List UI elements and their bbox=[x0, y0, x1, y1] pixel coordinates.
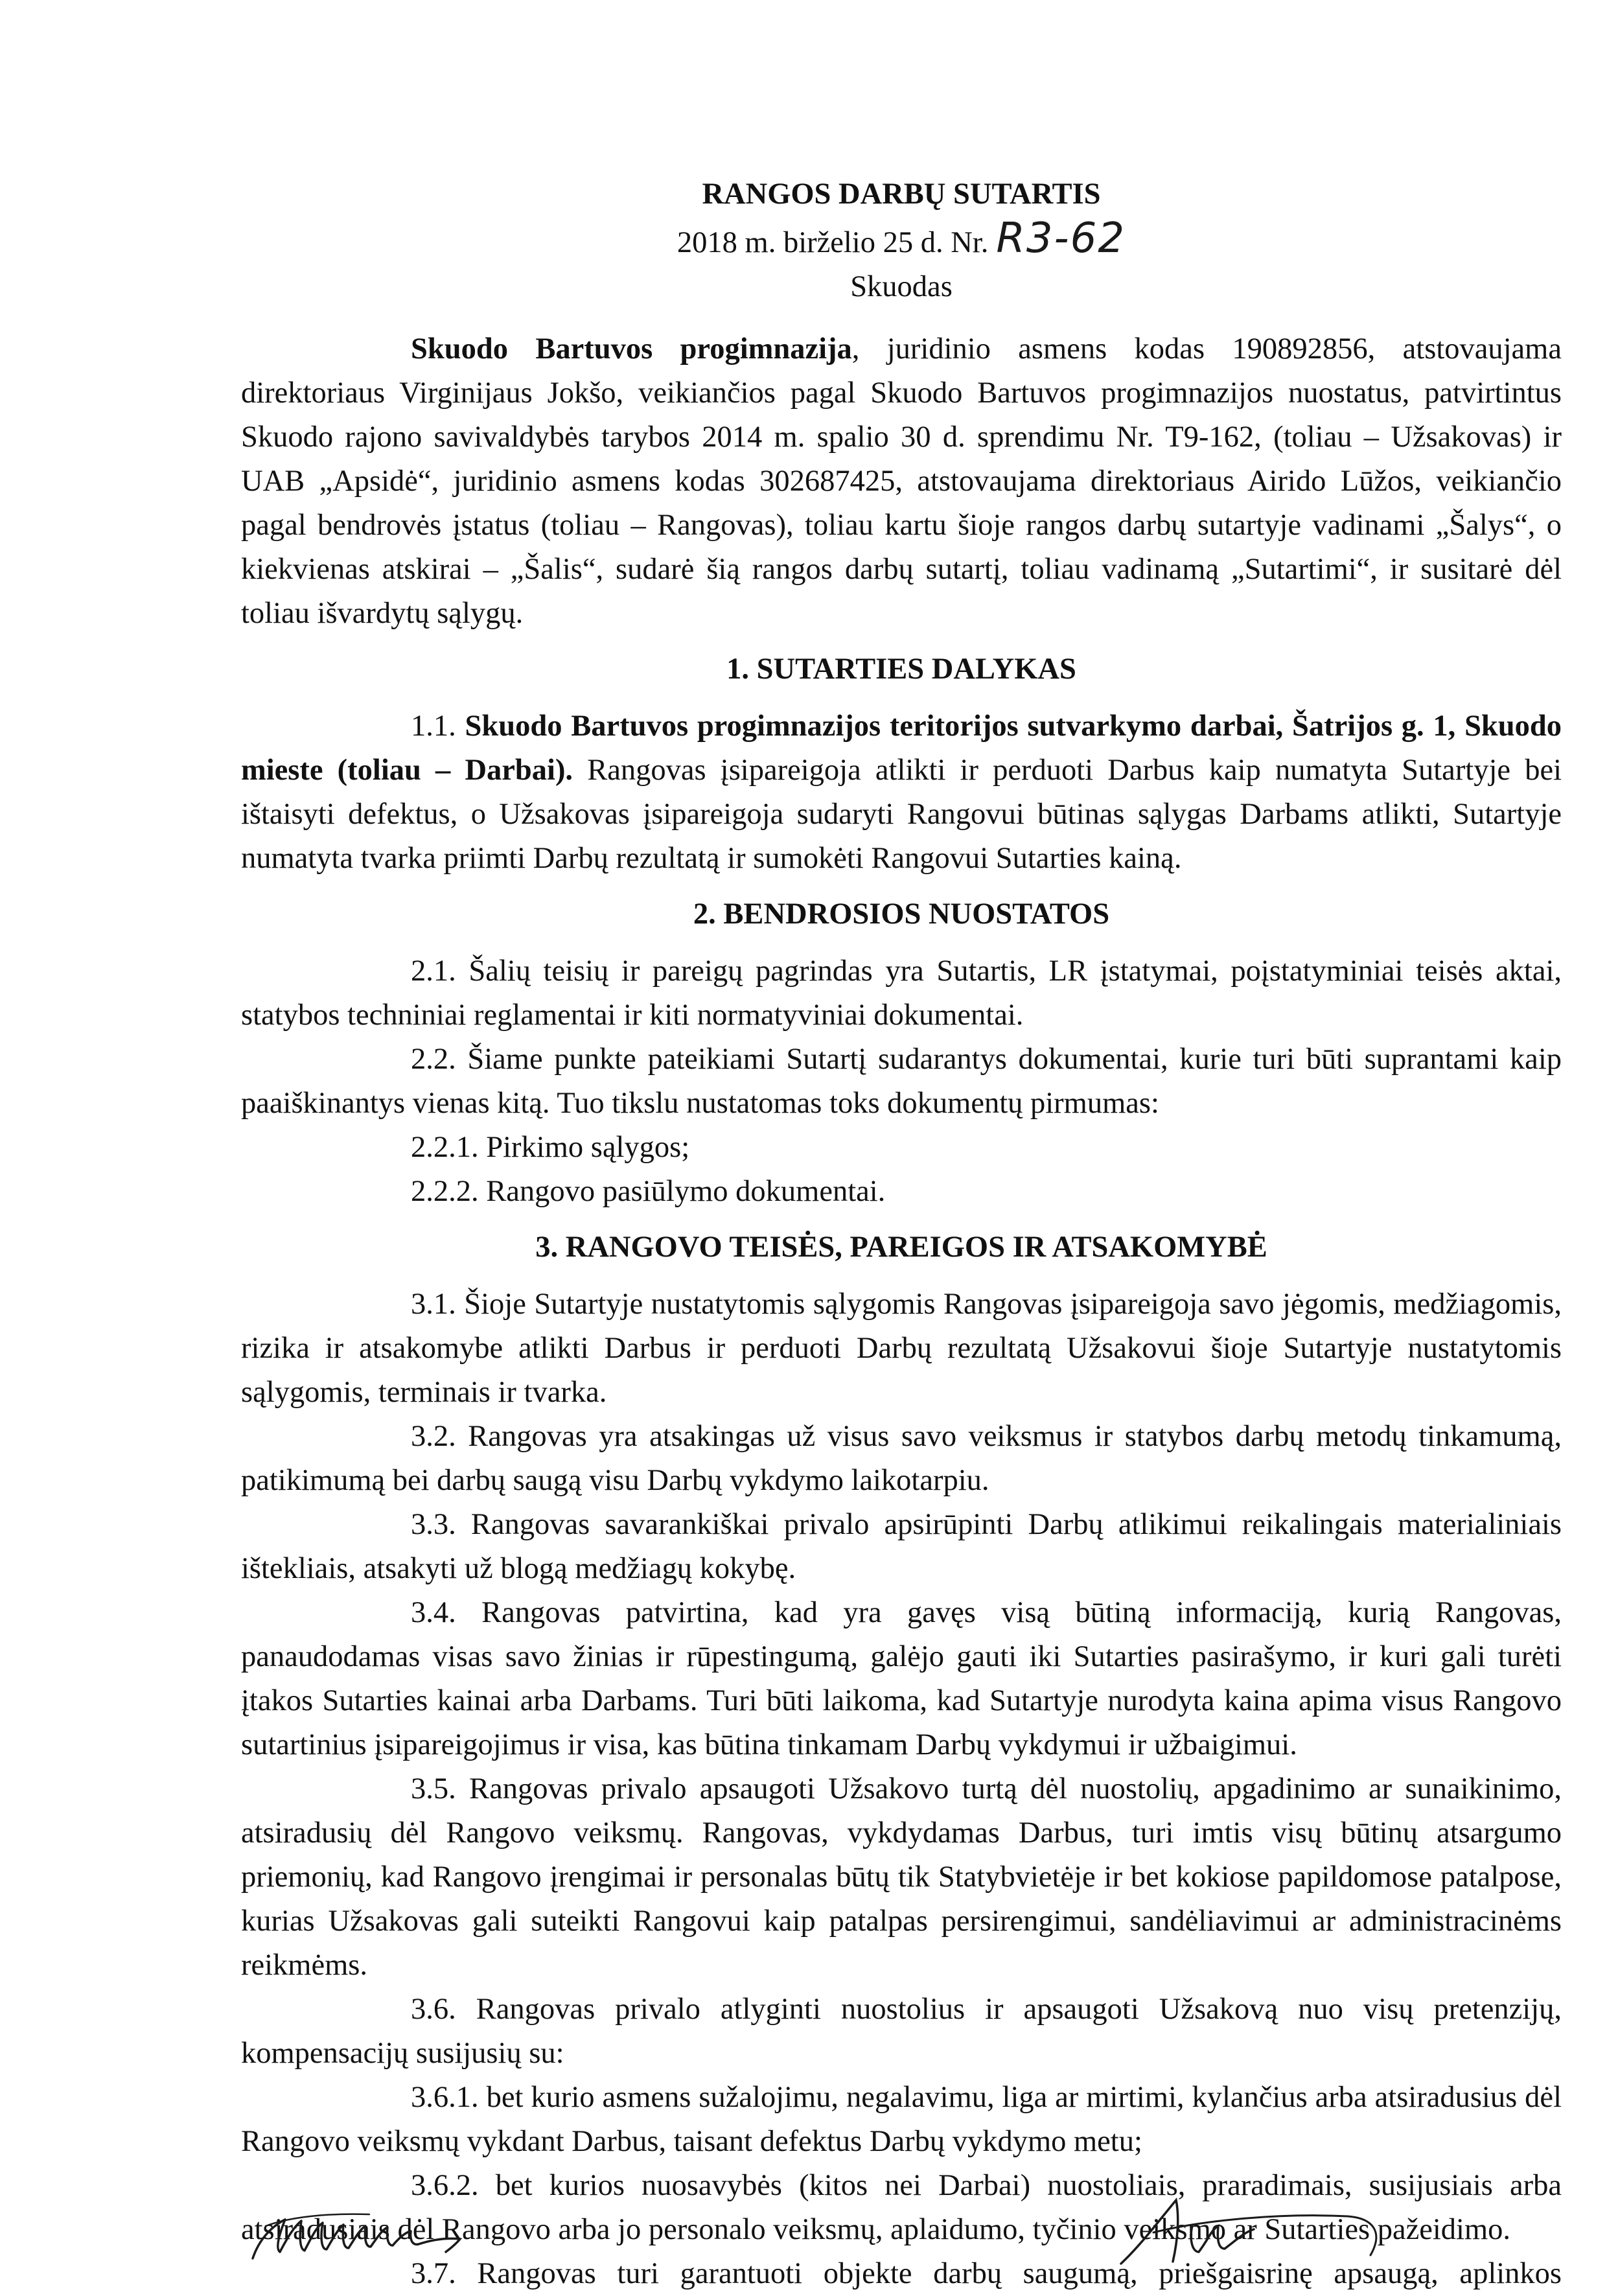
contractor-signature bbox=[1115, 2194, 1393, 2268]
clause-3-7: 3.7. Rangovas turi garantuoti objekte darbų saugumą, priešgaisrinę apsaugą, aplinkos bbox=[411, 2257, 1562, 2290]
document-body bbox=[241, 172, 1562, 2296]
section-3-heading: 3. RANGOVO TEISĖS, PAREIGOS IR ATSAKOMYBĖ bbox=[535, 1231, 1267, 1264]
clause-2-2-1: 2.2.1. Pirkimo sąlygos; bbox=[411, 1131, 690, 1164]
intro-paragraph bbox=[241, 327, 1562, 636]
clause-3-6-1: 3.6.1. bet kurio asmens sužalojimu, negalavimu, liga ar mirtimi, kylančius arba atsiradusius dėl Rangovo veiksmų vykdant Darbus, taisant defektus Darbų vykdymo metu; bbox=[241, 2081, 1562, 2158]
clause-3-2: 3.2. Rangovas yra atsakingas už visus savo veiksmus ir statybos darbų metodų tinkamumą, patikimumą bei darbų saugą visu Darbų vykdymo laikotarpiu. bbox=[241, 1420, 1562, 1497]
clause-3-1: 3.1. Šioje Sutartyje nustatytomis sąlygomis Rangovas įsipareigoja savo jėgomis, medžiagomis, rizika ir atsakomybe atlikti Darbus ir perduoti Darbų rezultatą Užsakovui šioje Sutartyje nustatytomis sąlygomis, terminais ir tvarka. bbox=[241, 1288, 1562, 1409]
clause-3-3: 3.3. Rangovas savarankiškai privalo apsirūpinti Darbų atlikimui reikalingais materialiniais ištekliais, atsakyti už blogą medžiagų kokybę. bbox=[241, 1508, 1562, 1585]
clause-3-5: 3.5. Rangovas privalo apsaugoti Užsakovo turtą dėl nuostolių, apgadinimo ar sunaikinimo, atsiradusių dėl Rangovo veiksmų. Rangovas, vykdydamas Darbus, turi imtis visų būtinų atsargumo priemonių, kad Rangovo įrengimai ir personalas būtų tik Statybvietėje ir bet kokiose papildomose patalpose, kurias Užsakovas gali suteikti Rangovui kaip patalpas persirengimui, sandėliavimui ar administracinėms reikmėms. bbox=[241, 1772, 1562, 1982]
dateline bbox=[241, 216, 1562, 265]
clause-2-1: 2.1. Šalių teisių ir pareigų pagrindas yra Sutartis, LR įstatymai, poįstatyminiai teisės aktai, statybos techniniai reglamentai ir kiti normatyviniai dokumentai. bbox=[241, 955, 1562, 1032]
date-and-number-label: 2018 m. birželio 25 d. Nr. bbox=[676, 226, 989, 259]
customer-signature bbox=[240, 2200, 551, 2268]
document-title: RANGOS DARBŲ SUTARTIS bbox=[702, 178, 1101, 211]
city: Skuodas bbox=[850, 270, 953, 303]
clause-1-1-subject: Skuodo Bartuvos progimnazijos teritorijos sutvarkymo darbai, Šatrijos g. 1, Skuodo mieste (toliau – Darbai). bbox=[241, 710, 1562, 787]
clause-2-2-2: 2.2.2. Rangovo pasiūlymo dokumentai. bbox=[411, 1175, 886, 1208]
customer-name: Skuodo Bartuvos progimnazija bbox=[411, 332, 852, 365]
clause-1-1-number: 1.1. bbox=[411, 710, 465, 743]
section-1-heading: 1. SUTARTIES DALYKAS bbox=[726, 653, 1076, 686]
intro-text: , juridinio asmens kodas 190892856, atstovaujama direktoriaus Virginijaus Jokšo, veikiančios pagal Skuodo Bartuvos progimnazijos nuostatus, patvirtintus Skuodo rajono savivaldybės tarybos 2014 m. spalio 30 d. sprendimu Nr. T9-162, (toliau – Užsakovas) ir UAB „Apsidė“, juridinio asmens kodas 302687425, atstovaujama direktoriaus Airido Lūžos, veikiančio pagal bendrovės įstatus (toliau – Rangovas), toliau kartu šioje rangos darbų sutartyje vadinami „Šalys“, o kiekvienas atskirai – „Šalis“, sudarė šią rangos darbų sutartį, toliau vadinamą „Sutartimi“, ir susitarė dėl toliau išvardytų sąlygų. bbox=[241, 332, 1562, 630]
section-2-heading: 2. BENDROSIOS NUOSTATOS bbox=[693, 898, 1110, 931]
clause-3-4: 3.4. Rangovas patvirtina, kad yra gavęs visą būtiną informaciją, kurią Rangovas, panaudodamas visas savo žinias ir rūpestingumą, galėjo gauti iki Sutarties pasirašymo, ir kuri gali turėti įtakos Sutarties kainai arba Darbams. Turi būti laikoma, kad Sutartyje nurodyta kaina apima visus Rangovo sutartinius įsipareigojimus ir visa, kas būtina tinkamam Darbų vykdymui ir užbaigimui. bbox=[241, 1596, 1562, 1761]
clause-3-6-2: 3.6.2. bet kurios nuosavybės (kitos nei Darbai) nuostoliais, praradimais, susijusiais arba atsiradusiais dėl Rangovo arba jo personalo veiksmų, aplaidumo, tyčinio veiksmo ar Sutarties pažeidimo. bbox=[241, 2169, 1562, 2246]
clause-2-2: 2.2. Šiame punkte pateikiami Sutartį sudarantys dokumentai, kurie turi būti suprantami kaip paaiškinantys vienas kitą. Tuo tikslu nustatomas toks dokumentų pirmumas: bbox=[241, 1043, 1562, 1120]
clause-1-1 bbox=[241, 704, 1562, 881]
clause-3-6: 3.6. Rangovas privalo atlyginti nuostolius ir apsaugoti Užsakovą nuo visų pretenzijų, kompensacijų susijusių su: bbox=[241, 1993, 1562, 2070]
handwritten-doc-number: R3-62 bbox=[996, 215, 1126, 262]
clause-1-1-text: Rangovas įsipareigoja atlikti ir perduoti Darbus kaip numatyta Sutartyje bei ištaisyti defektus, o Užsakovas įsipareigoja sudaryti Rangovui būtinas sąlygas Darbams atlikti, Sutartyje numatyta tvarka priimti Darbų rezultatą ir sumokėti Rangovui Sutarties kainą. bbox=[241, 754, 1562, 875]
